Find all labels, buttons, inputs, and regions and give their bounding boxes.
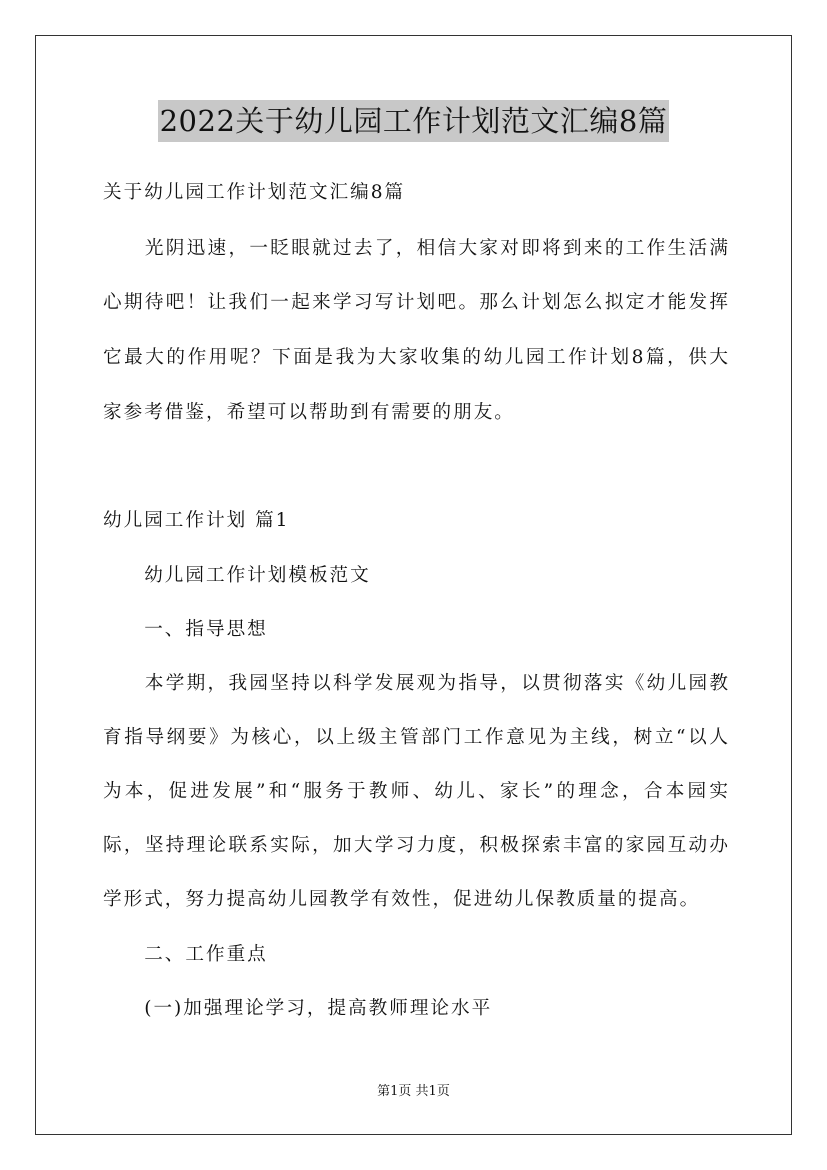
paragraph-line: 幼儿园工作计划模板范文 xyxy=(103,565,371,586)
paragraph-line: 育指导纲要》为核心，以上级主管部门工作意见为主线，树立“以人 xyxy=(103,727,728,748)
paragraph-line: (一)加强理论学习，提高教师理论水平 xyxy=(103,998,493,1019)
paragraph-line: 光阴迅速，一眨眼就过去了，相信大家对即将到来的工作生活满 xyxy=(103,238,728,259)
paragraph-line: 本学期，我园坚持以科学发展观为指导，以贯彻落实《幼儿园教 xyxy=(103,673,728,694)
paragraph-line: 学形式，努力提高幼儿园教学有效性，促进幼儿保教质量的提高。 xyxy=(103,889,701,910)
section-heading: 幼儿园工作计划 篇1 xyxy=(103,510,290,531)
title-container xyxy=(0,100,827,142)
paragraph-line: 二、工作重点 xyxy=(103,944,268,965)
page-footer: 第1页 共1页 xyxy=(377,1084,450,1099)
document-title: 2022关于幼儿园工作计划范文汇编8篇 xyxy=(158,100,670,142)
paragraph-line: 一、指导思想 xyxy=(103,619,268,640)
paragraph-line: 为本，促进发展”和“服务于教师、幼儿、家长”的理念，合本园实 xyxy=(103,781,728,802)
subtitle-line: 关于幼儿园工作计划范文汇编8篇 xyxy=(103,182,406,203)
paragraph-line: 它最大的作用呢？下面是我为大家收集的幼儿园工作计划8篇，供大 xyxy=(103,347,728,368)
paragraph-line: 际，坚持理论联系实际，加大学习力度，积极探索丰富的家园互动办 xyxy=(103,835,728,856)
paragraph-line: 家参考借鉴，希望可以帮助到有需要的朋友。 xyxy=(103,402,515,423)
paragraph-line: 心期待吧！让我们一起来学习写计划吧。那么计划怎么拟定才能发挥 xyxy=(103,292,728,313)
